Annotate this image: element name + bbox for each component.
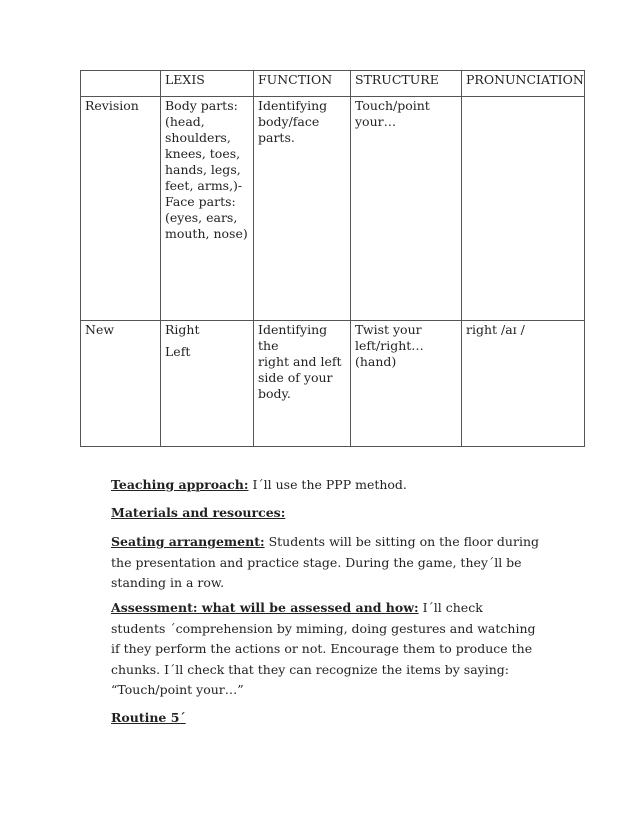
function-line: body. <box>258 386 291 401</box>
header-structure: STRUCTURE <box>351 71 462 97</box>
function-line: side of your <box>258 370 333 385</box>
cell-pronunciation-new: right /aɪ / <box>462 321 585 447</box>
assessment-paragraph <box>111 598 541 701</box>
structure-line: left/right…(hand) <box>355 338 424 369</box>
structure-line: your… <box>355 114 397 129</box>
table-row-revision <box>81 97 585 321</box>
materials-paragraph <box>111 503 541 524</box>
function-line: right and left <box>258 354 342 369</box>
header-empty <box>81 71 161 97</box>
lexis-line: Right <box>165 322 200 337</box>
teaching-approach-paragraph <box>111 475 541 496</box>
row-label-revision: Revision <box>81 97 161 321</box>
lexis-line: shoulders, <box>165 130 231 145</box>
materials-heading: Materials and resources: <box>111 505 286 520</box>
function-line: parts. <box>258 130 295 145</box>
routine-heading: Routine 5´ <box>111 710 186 725</box>
cell-lexis-new <box>161 321 254 447</box>
lexis-line: (eyes, ears, <box>165 210 238 225</box>
seating-heading: Seating arrangement: <box>111 534 265 549</box>
lexis-line: mouth, nose) <box>165 226 248 241</box>
cell-pronunciation-revision <box>462 97 585 321</box>
lexis-line: feet, arms,)- <box>165 178 243 193</box>
lexis-line: Face parts: <box>165 194 236 209</box>
lexis-line: Body parts: <box>165 98 238 113</box>
teaching-approach-text: I´ll use the PPP method. <box>248 477 407 492</box>
seating-paragraph <box>111 532 541 594</box>
header-function: FUNCTION <box>254 71 351 97</box>
cell-structure-new <box>351 321 462 447</box>
seating-text: Students will be sitting on the floor during the presentation and practice stage. During the game, they´ll be standing in a row. <box>111 534 539 590</box>
structure-line: Touch/point <box>355 98 430 113</box>
lexis-line: (head, <box>165 114 205 129</box>
table-row-new <box>81 321 585 447</box>
lexis-line: Left <box>165 344 191 359</box>
cell-function-revision <box>254 97 351 321</box>
assessment-heading: Assessment: what will be assessed and how: <box>111 600 419 615</box>
row-label-new: New <box>81 321 161 447</box>
cell-function-new <box>254 321 351 447</box>
lexis-line: hands, legs, <box>165 162 241 177</box>
teaching-approach-heading: Teaching approach: <box>111 477 249 492</box>
assessment-text: I´ll check students ´comprehension by miming, doing gestures and watching if they perform the actions or not. Encourage them to produce the chunks. I´ll check that they can recognize the items by saying: “Touch/point your…” <box>111 600 536 697</box>
table-header-row <box>81 71 585 97</box>
header-pronunciation: PRONUNCIATION <box>462 71 585 97</box>
function-line: Identifying <box>258 98 328 113</box>
lexis-line: knees, toes, <box>165 146 241 161</box>
structure-line: Twist your <box>355 322 422 337</box>
cell-lexis-revision <box>161 97 254 321</box>
lesson-plan-table <box>80 70 585 447</box>
header-lexis: LEXIS <box>161 71 254 97</box>
function-line: body/face <box>258 114 320 129</box>
routine-paragraph <box>111 708 541 729</box>
cell-structure-revision <box>351 97 462 321</box>
function-line: Identifying the <box>258 322 328 353</box>
